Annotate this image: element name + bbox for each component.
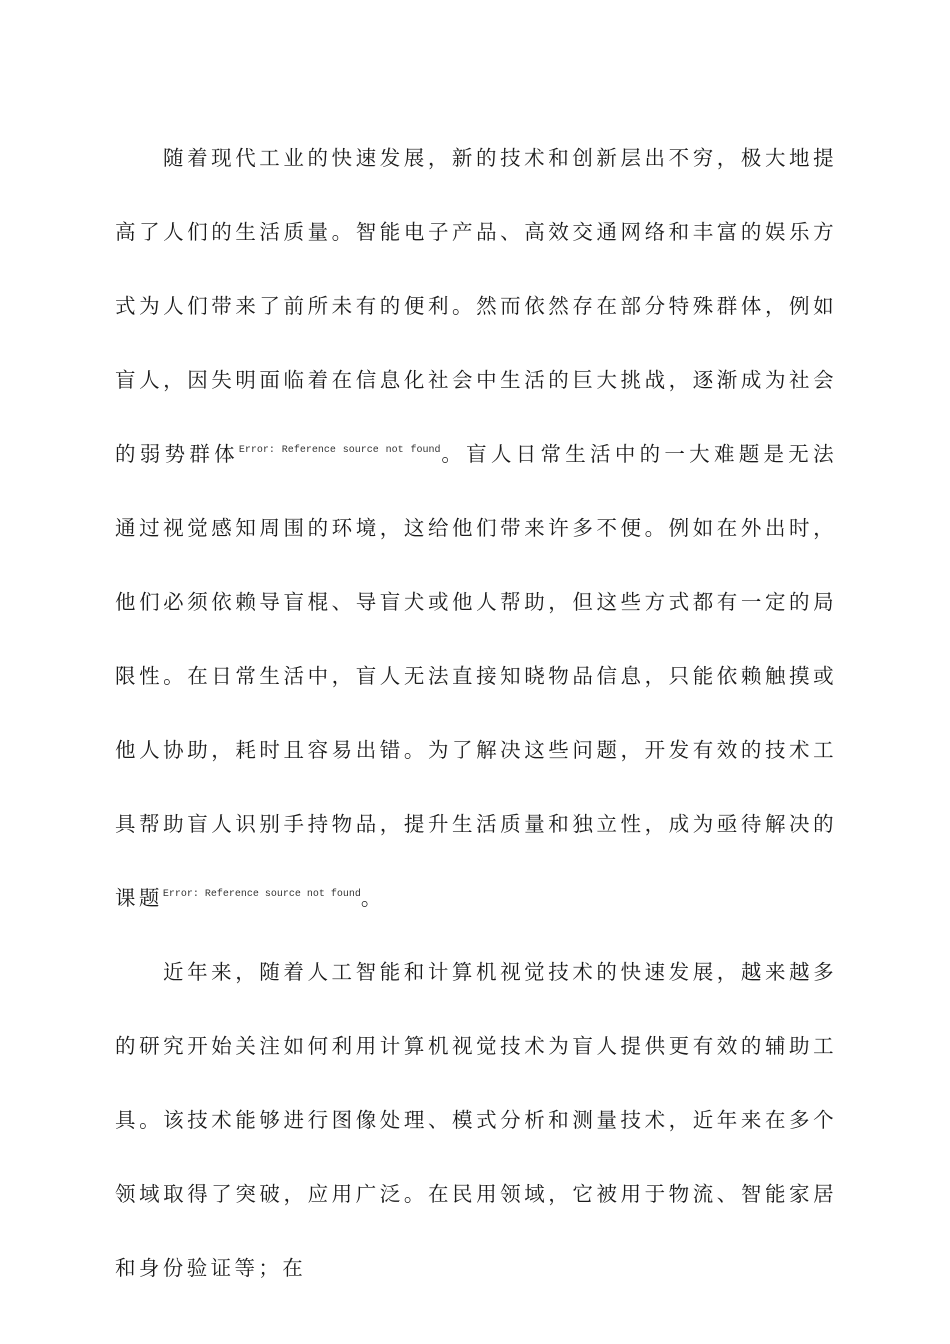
reference-error-citation[interactable]: Error: Reference source not found bbox=[162, 889, 361, 900]
paragraph-text: 随着现代工业的快速发展，新的技术和创新层出不穷，极大地提高了人们的生活质量。智能电子产品、高效交通网络和丰富的娱乐方式为人们带来了前所未有的便利。然而依然存在部分特殊群体，例如盲人，因失明面临着在信息化社会中生活的巨大挑战，逐渐成为社会的弱势群体 bbox=[115, 146, 837, 466]
paragraph-text: 。盲人日常生活中的一大难题是无法通过视觉感知周围的环境，这给他们带来许多不便。例如在外出时，他们必须依赖导盲棍、导盲犬或他人帮助，但这些方式都有一定的局限性。在日常生活中，盲人无法直接知晓物品信息，只能依赖触摸或他人协助，耗时且容易出错。为了解决这些问题，开发有效的技术工具帮助盲人识别手持物品，提升生活质量和独立性，成为亟待解决的课题 bbox=[115, 442, 837, 910]
paragraph-text: 近年来，随着人工智能和计算机视觉技术的快速发展，越来越多的研究开始关注如何利用计算机视觉技术为盲人提供更有效的辅助工具。该技术能够进行图像处理、模式分析和测量技术，近年来在多个领域取得了突破，应用广泛。在民用领域，它被用于物流、智能家居和身份验证等；在 bbox=[115, 960, 837, 1280]
paragraph-text: 。 bbox=[360, 886, 385, 910]
reference-error-citation[interactable]: Error: Reference source not found bbox=[238, 445, 441, 456]
paragraph-computer-vision bbox=[115, 935, 837, 1305]
paragraph-intro bbox=[115, 121, 837, 935]
document-page bbox=[115, 121, 837, 1305]
